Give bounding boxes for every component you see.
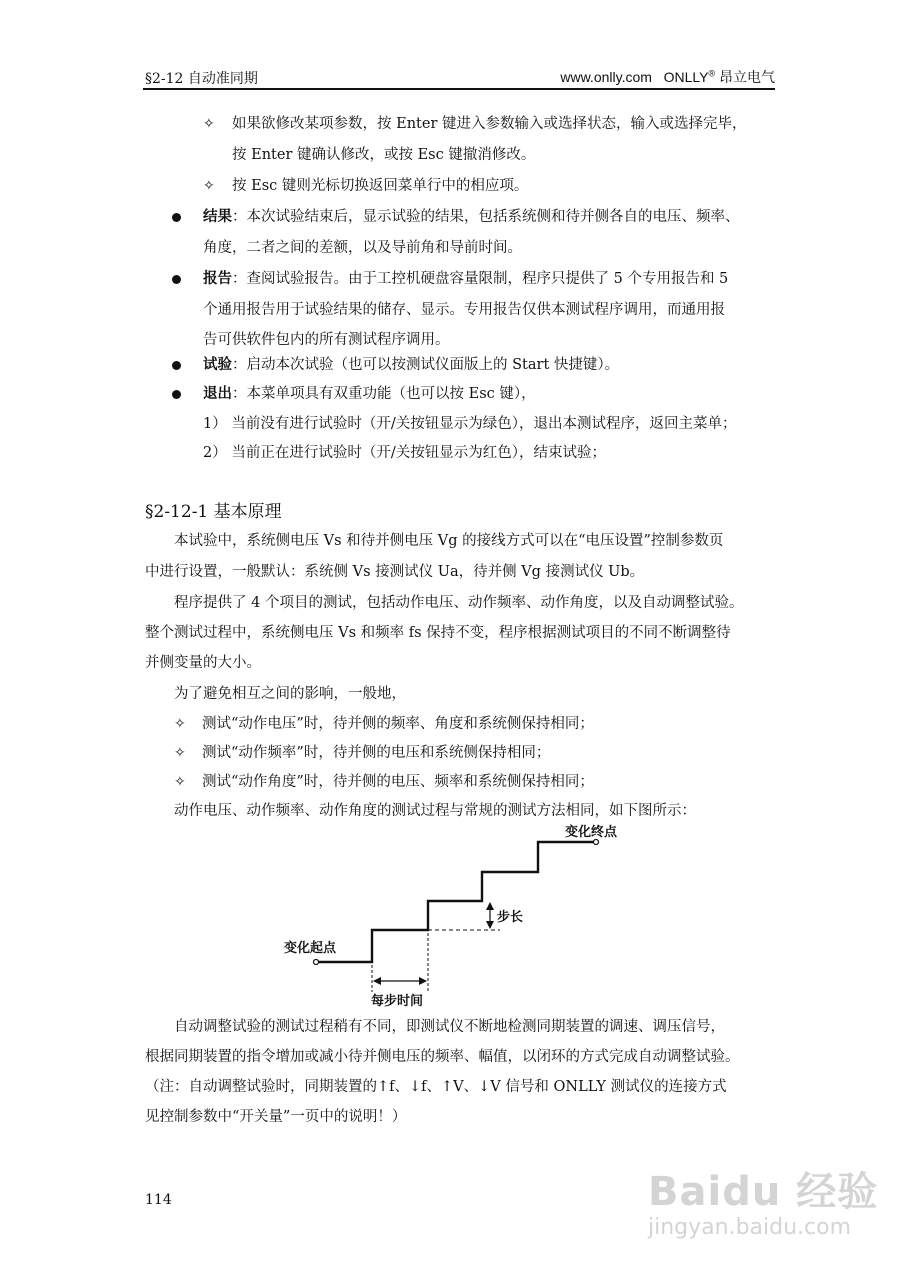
item-exit: 退出：本菜单项具有双重功能（也可以按 Esc 键）， xyxy=(203,385,536,402)
para-5-line1: 自动调整试验的测试过程稍有不同，即测试仪不断地检测同期装置的调速、调压信号， xyxy=(174,1019,725,1035)
page-number: 114 xyxy=(145,1192,172,1208)
item-result-line2: 角度，二者之间的差额，以及导前角和导前时间。 xyxy=(203,240,522,256)
header-site: www.onlly.com xyxy=(560,69,652,85)
header-company: 昂立电气 xyxy=(719,69,775,85)
item-report-line3: 告可供软件包内的所有测试程序调用。 xyxy=(203,332,450,348)
para-1-line2: 中进行设置，一般默认：系统侧 Vs 接测试仪 Ua，待并侧 Vg 接测试仪 Ub。 xyxy=(145,564,645,580)
para-1-line1: 本试验中，系统侧电压 Vs 和待并侧电压 Vg 的接线方式可以在“电压设置”控制参数页 xyxy=(174,533,724,549)
header-brand-name: ONLLY xyxy=(663,69,709,85)
section-title: §2-12-1 基本原理 xyxy=(145,502,282,522)
start-point-marker xyxy=(314,960,319,965)
diamond-bullet-icon: ✧ xyxy=(203,116,215,132)
figure-start-label: 变化起点 xyxy=(284,941,337,956)
sub-item-edit-line2: 按 Enter 键确认修改，或按 Esc 键撤消修改。 xyxy=(232,147,536,163)
test-voltage-item: 测试“动作电压”时，待并侧的频率、角度和系统侧保持相同； xyxy=(202,716,594,732)
bullet-dot-icon xyxy=(172,275,181,284)
end-point-marker xyxy=(594,840,599,845)
para-2-line3: 并侧变量的大小。 xyxy=(145,655,261,671)
diamond-bullet-icon: ✧ xyxy=(203,178,215,194)
watermark xyxy=(648,1160,878,1240)
item-result-label: 结果 xyxy=(203,208,232,225)
para-5-line4: 见控制参数中“开关量”一页中的说明！） xyxy=(145,1109,407,1125)
watermark-url: jingyan.baidu.com xyxy=(648,1215,852,1240)
item-test-label: 试验 xyxy=(203,356,232,373)
figure-step-label: 步长 xyxy=(497,910,524,925)
test-angle-item: 测试“动作角度”时，待并侧的电压、频率和系统侧保持相同； xyxy=(202,774,594,790)
figure-end-label: 变化终点 xyxy=(565,825,618,840)
para-4: 动作电压、动作频率、动作角度的测试过程与常规的测试方法相同，如下图所示： xyxy=(174,803,696,819)
figure-time-label: 每步时间 xyxy=(371,994,424,1009)
para-3: 为了避免相互之间的影响，一般地， xyxy=(174,686,406,702)
item-result-line1: 结果：本次试验结束后，显示试验的结果，包括系统侧和待并侧各自的电压、频率、 xyxy=(203,208,740,225)
bullet-dot-icon xyxy=(172,213,181,222)
header-rule xyxy=(143,88,775,90)
para-2-line1: 程序提供了 4 个项目的测试，包括动作电压、动作频率、动作角度，以及自动调整试验。 xyxy=(174,595,744,611)
item-test: 试验：启动本次试验（也可以按测试仪面版上的 Start 快捷键）。 xyxy=(203,356,620,373)
sub-item-esc: 按 Esc 键则光标切换返回菜单行中的相应项。 xyxy=(232,178,529,194)
test-frequency-item: 测试“动作频率”时，待并侧的电压和系统侧保持相同； xyxy=(202,745,551,761)
watermark-logo: Baidu 经验 xyxy=(648,1169,879,1215)
step-waveform xyxy=(316,842,596,962)
diamond-bullet-icon: ✧ xyxy=(174,774,186,790)
diamond-bullet-icon: ✧ xyxy=(174,745,186,761)
bullet-dot-icon xyxy=(172,361,181,370)
registered-mark: ® xyxy=(708,68,716,79)
sub-item-edit-line1: 如果欲修改某项参数，按 Enter 键进入参数输入或选择状态，输入或选择完毕， xyxy=(232,116,747,132)
exit-item-2: 2） 当前正在进行试验时（开/关按钮显示为红色），结束试验； xyxy=(203,445,606,461)
item-report-label: 报告 xyxy=(203,270,232,287)
para-5-line3: （注：自动调整试验时，同期装置的↑f、↓f、↑V、↓V 信号和 ONLLY 测试仪的连接方式 xyxy=(145,1079,727,1095)
header-section-title: §2-12 自动准同期 xyxy=(145,71,258,87)
diamond-bullet-icon: ✧ xyxy=(174,716,186,732)
item-report-line1: 报告：查阅试验报告。由于工控机硬盘容量限制，程序只提供了 5 个专用报告和 5 xyxy=(203,270,729,287)
header-brand xyxy=(560,67,775,87)
step-diagram xyxy=(280,820,640,1010)
bullet-dot-icon xyxy=(172,390,181,399)
item-report-line2: 个通用报告用于试验结果的储存、显示。专用报告仅供本测试程序调用，而通用报 xyxy=(203,302,725,318)
para-5-line2: 根据同期装置的指令增加或减小待并侧电压的频率、幅值，以闭环的方式完成自动调整试验。 xyxy=(145,1049,740,1065)
exit-item-1: 1） 当前没有进行试验时（开/关按钮显示为绿色），退出本测试程序，返回主菜单； xyxy=(203,416,737,432)
item-exit-label: 退出 xyxy=(203,385,232,402)
para-2-line2: 整个测试过程中，系统侧电压 Vs 和频率 fs 保持不变，程序根据测试项目的不同不断调整待 xyxy=(145,625,731,641)
